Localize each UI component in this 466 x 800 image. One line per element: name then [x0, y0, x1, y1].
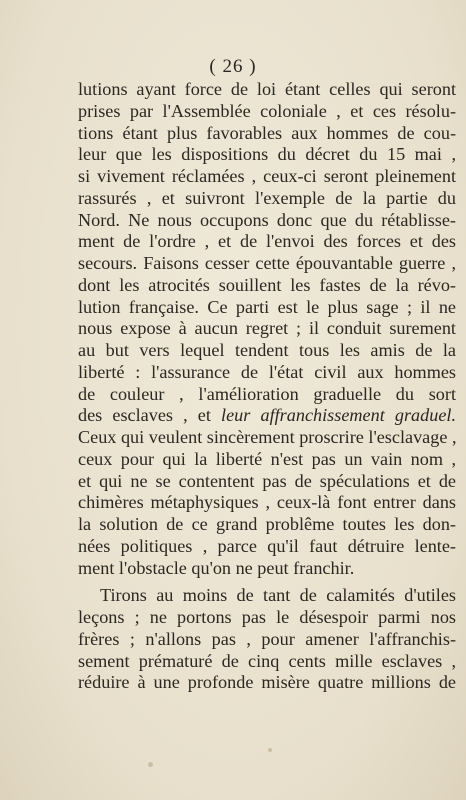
text-line: secours. Faisons cesser cette épouvantable guerre ,	[78, 253, 456, 273]
text-line: et qui ne se contentent pas de spéculations et de	[78, 470, 456, 491]
text-line: chimères métaphysiques , ceux-là font entrer dans	[78, 492, 456, 513]
page-number: ( 26 )	[209, 56, 257, 77]
text-segment: des esclaves , et	[78, 405, 211, 426]
ink-spot	[148, 762, 153, 767]
text-line: rassurés , et suivront l'exemple de la partie du	[78, 187, 456, 208]
text-line: la solution de ce grand problême toutes les don-	[78, 514, 456, 534]
text-line: ment de l'ordre , et de l'envoi des forces et des	[78, 231, 456, 252]
text-line: au but vers lequel tendent tous les amis de la	[78, 340, 456, 360]
text-line: nées politiques , parce qu'il faut détruire lente-	[78, 535, 456, 556]
ink-spot	[268, 748, 272, 752]
text-line: leçons ; ne portons pas le désespoir parmi nos	[78, 607, 456, 627]
text-line: Tirons au moins de tant de calamités d'utiles	[100, 585, 456, 606]
text-line-with-italic	[78, 405, 456, 427]
body-text	[78, 79, 456, 694]
text-line: nous expose à aucun regret ; il conduit surement	[78, 318, 456, 339]
text-line: ceux pour qui la liberté n'est pas un vain nom ,	[78, 448, 456, 469]
text-line: frères ; n'allons pas , pour amener l'affranchis-	[78, 628, 456, 649]
text-line: sement prématuré de cinq cents mille esclaves ,	[78, 650, 456, 671]
italic-phrase: leur affranchissement graduel.	[221, 405, 456, 426]
text-line: Nord. Ne nous occupons donc que du rétablisse-	[78, 209, 456, 230]
text-line: lution française. Ce parti est le plus sage ; il ne	[78, 296, 456, 317]
text-line: liberté : l'assurance de l'état civil aux hommes	[78, 361, 456, 382]
text-line: Ceux qui veulent sincèrement proscrire l'esclavage ,	[78, 427, 457, 447]
text-line: réduire à une profonde misère quatre millions de	[78, 672, 456, 693]
text-line: si vivement réclamées , ceux-ci seront pleinement	[78, 166, 456, 186]
text-line: tions étant plus favorables aux hommes de cou-	[78, 122, 456, 143]
text-line: leur que les dispositions du décret du 15 mai ,	[78, 144, 456, 165]
text-line: de couleur , l'amélioration graduelle du sort	[78, 383, 456, 404]
text-line: lutions ayant force de loi étant celles qui seront	[78, 79, 456, 99]
text-line: dont les atrocités souillent les fastes de la révo-	[78, 274, 456, 295]
text-line: prises par l'Assemblée coloniale , et ces résolu-	[78, 100, 456, 121]
text-line: ment l'obstacle qu'on ne peut franchir.	[78, 557, 355, 578]
